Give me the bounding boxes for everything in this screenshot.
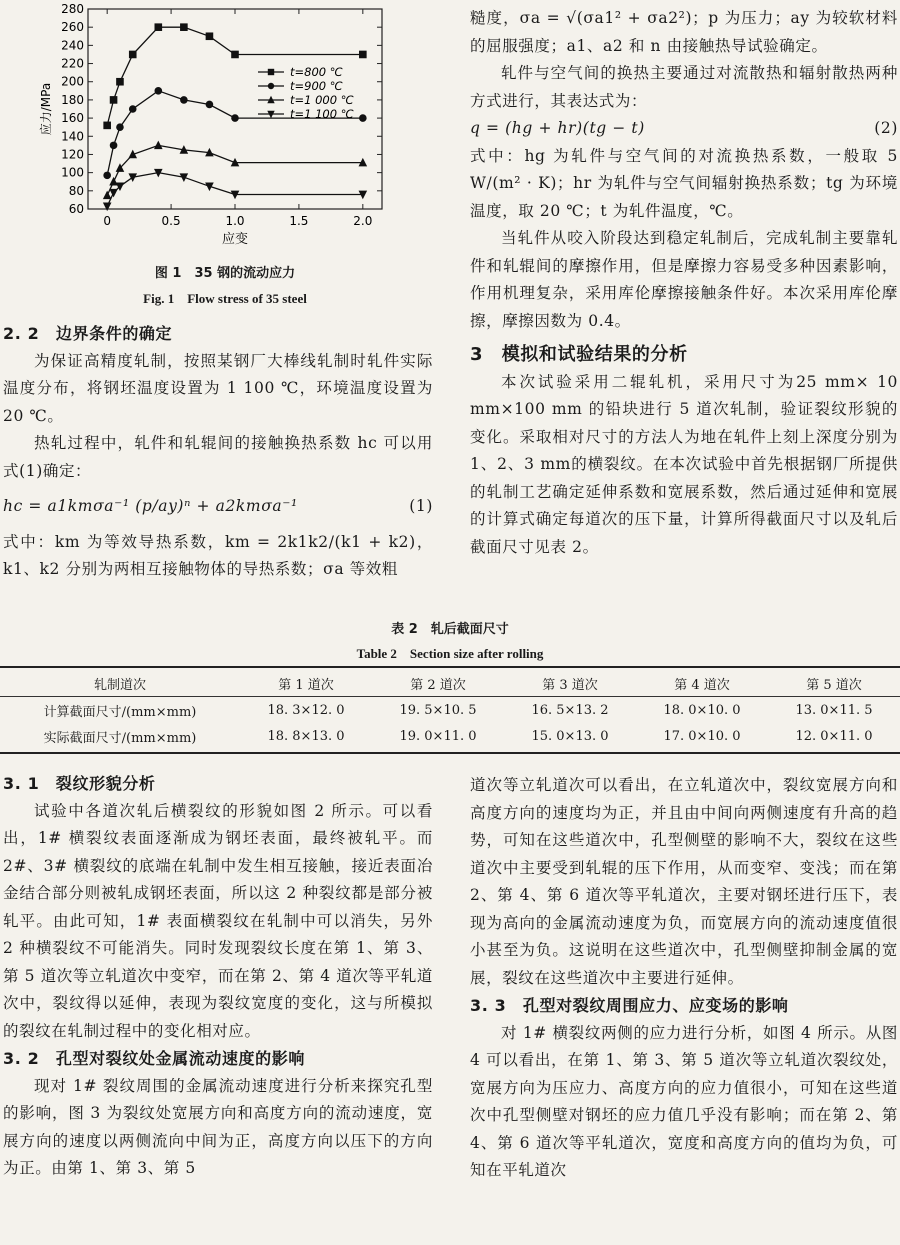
paragraph: 式中：km 为等效导热系数，km = 2k1k2/(k1 + k2)，k1、k2 分别为两相互接触物体的导热系数；σa 等效粗: [3, 532, 433, 578]
table-cell: 19. 0×11. 0: [399, 728, 477, 744]
paragraph: 本次试验采用二辊轧机，采用尺寸为25 mm× 10 mm×100 mm 的铅块进行 5 道次轧制，验证裂纹形貌的变化。采取相对尺寸的方法人为地在轧件上刻上深度分别为 1、2、3 mm的横裂纹。在本次试验中首先根据钢厂所提供的轧制工艺确定延伸系数和宽展系数，然后通过延伸和宽展的计算式确定每道次的压下量，计算所得截面尺寸以及轧后截面尺寸见表 2。: [470, 372, 898, 556]
table-row: [0, 723, 900, 749]
data-point: [180, 23, 188, 31]
legend-entry: t=1 000 ℃: [290, 93, 354, 107]
table-cell: 18. 0×10. 0: [663, 702, 741, 718]
x-tick-label: 0: [103, 214, 111, 228]
paragraph: 当轧件从咬入阶段达到稳定轧制后，完成轧制主要靠轧件和轧辊间的摩擦作用，但是摩擦力容易受多种因素影响，作用机理复杂，采用库伦摩擦接触条件好。本次采用库伦摩擦，摩擦因数为 0.4。: [470, 229, 898, 330]
y-tick-label: 260: [61, 20, 84, 35]
table-row: [0, 697, 900, 724]
data-point: [154, 141, 163, 150]
data-point: [231, 114, 239, 122]
table-cell: 实际截面尺寸/(mm×mm): [43, 730, 197, 746]
data-point: [268, 83, 274, 89]
data-point: [103, 191, 112, 200]
table-2-caption-en: Table 2 Section size after rolling: [356, 646, 544, 661]
table-cell: 15. 0×13. 0: [531, 728, 609, 744]
table-bottom-rule: [0, 752, 900, 754]
table-cell: 19. 5×10. 5: [399, 702, 477, 718]
data-point: [359, 51, 367, 59]
y-tick-label: 160: [61, 111, 84, 126]
table-cell: 计算截面尺寸/(mm×mm): [43, 704, 197, 720]
equation-1-body: hc = a1kmσa⁻¹ (p/ay)ⁿ + a2kmσa⁻¹: [3, 497, 298, 515]
y-axis-label: 应力/MPa: [39, 82, 53, 136]
x-tick-label: 0.5: [161, 214, 181, 228]
data-point: [129, 105, 137, 113]
figure-1-caption-cn: 图 1 35 钢的流动应力: [154, 266, 296, 281]
paragraph: 糙度，σa = √(σa1² + σa2²)；p 为压力；ay 为较软材料的屈服强度；a1、a2 和 n 由接触热导试验确定。: [470, 9, 898, 55]
x-tick-label: 2.0: [353, 214, 373, 228]
right-column-lower: [470, 772, 898, 1185]
x-tick-label: 1.0: [225, 214, 245, 228]
series-line: [107, 173, 363, 207]
table-cell: 18. 3×12. 0: [267, 702, 345, 718]
paragraph: 对 1# 横裂纹两侧的应力进行分析，如图 4 所示。从图 4 可以看出，在第 1、第 3、第 5 道次等立轧道次裂纹处，宽展方向为压应力、高度方向的应力值很小，可知在这些道次中孔型侧壁对钢坯的应力值几乎没有影响；而在第 2、第 4、第 6 道次等平轧道次，宽度和高度方向的值均为负，可知在平轧道次: [470, 1023, 898, 1179]
y-tick-label: 120: [61, 147, 84, 162]
table-cell: 12. 0×11. 0: [795, 728, 873, 744]
left-column-upper: [3, 320, 433, 584]
paragraph: 式中：hg 为轧件与空气间的对流换热系数，一般取 5 W/(m² · K)；hr 为轧件与空气间辐射换热系数；tg 为环境温度，取 20 ℃；t 为轧件温度，℃。: [470, 146, 898, 220]
y-tick-label: 200: [61, 74, 84, 89]
data-point: [231, 51, 239, 59]
data-point: [206, 101, 214, 109]
x-tick-label: 1.5: [289, 214, 309, 228]
figure-1-caption-en: Fig. 1 Flow stress of 35 steel: [143, 291, 307, 306]
equation-1-number: (1): [409, 497, 433, 515]
table-cell: 18. 8×13. 0: [267, 728, 345, 744]
data-point: [116, 123, 124, 131]
paragraph: 试验中各道次轧后横裂纹的形貌如图 2 所示。可以看出，1# 横裂纹表面逐渐成为钢坯表面，最终被轧平。而 2#、3# 横裂纹的底端在轧制中发生相互接触，接近表面冶金结合部分则被轧成钢坯表面，所以这 2 种裂纹都是部分被轧平。由此可知，1# 表面横裂纹在轧制中可以消失，另外 2 种横裂纹不可能消失。同时发现裂纹长度在第 1、第 3、第 5 道次等立轧道次中变窄，而在第 2、第 4 道次等平轧道次中，裂纹得以延伸，表现为裂纹宽度的变化，这与所模拟的裂纹在轧制过程中的变化相对应。: [3, 801, 433, 1040]
left-column-lower: [3, 770, 433, 1183]
paragraph: 轧件与空气间的换热主要通过对流散热和辐射散热两种方式进行，其表达式为：: [470, 64, 898, 110]
table-header-cell: 第 2 道次: [410, 677, 466, 693]
flow-stress-chart: [0, 0, 440, 255]
section-3-heading: 3 模拟和试验结果的分析: [470, 344, 688, 365]
section-size-table: [0, 670, 900, 749]
equation-2-number: (2): [874, 119, 898, 137]
table-header-row: [0, 670, 900, 697]
series-line: [107, 145, 363, 195]
y-tick-label: 240: [61, 38, 84, 53]
section-2-2-heading: 2. 2 边界条件的确定: [3, 324, 173, 343]
table-header-cell: 轧制道次: [93, 677, 146, 693]
data-point: [109, 189, 118, 198]
table-header-cell: 第 4 道次: [674, 677, 730, 693]
equation-2: [470, 115, 898, 143]
data-point: [129, 51, 137, 59]
legend-entry: t=900 ℃: [290, 79, 343, 93]
paragraph: 道次等立轧道次可以看出，在立轧道次中，裂纹宽展方向和高度方向的速度均为正，并且由中间向两侧速度有升高的趋势，可知在这些道次中，孔型侧壁的影响不大，裂纹在这些道次中主要受到轧辊的压下作用，从而变窄、变浅；而在第 2、第 4、第 6 道次等平轧道次，主要对钢坯进行压下，表现为高向的金属流动速度为负，而宽展方向的流动速度值很小甚至为负。这说明在这些道次中，孔型侧壁抑制金属的宽展，裂纹在这些道次中主要进行延伸。: [470, 776, 898, 987]
legend-entry: t=800 ℃: [290, 65, 343, 79]
table-cell: 17. 0×10. 0: [663, 728, 741, 744]
y-tick-label: 180: [61, 92, 84, 107]
table-2-caption-cn: 表 2 轧后截面尺寸: [391, 622, 509, 637]
section-3-3-heading: 3. 3 孔型对裂纹周围应力、应变场的影响: [470, 996, 789, 1015]
y-tick-label: 80: [68, 183, 84, 198]
table-header-cell: 第 3 道次: [542, 677, 598, 693]
data-point: [359, 114, 367, 122]
table-cell: 13. 0×11. 5: [795, 702, 873, 718]
y-tick-label: 280: [61, 2, 84, 16]
y-tick-label: 100: [61, 165, 84, 180]
data-point: [110, 142, 118, 150]
x-axis-label: 应变: [221, 232, 249, 247]
paragraph: 现对 1# 裂纹周围的金属流动速度进行分析来探究孔型的影响，图 3 为裂纹处宽展方向和高度方向的流动速度，宽展方向的速度以两侧流向中间为正，高度方向以压下的方向为正。由第 1、第 3、第 5: [3, 1076, 433, 1177]
equation-2-body: q = (hg + hr)(tg − t): [470, 119, 645, 137]
right-column-upper: [470, 5, 898, 561]
y-tick-label: 140: [61, 129, 84, 144]
data-point: [155, 87, 163, 95]
section-3-2-heading: 3. 2 孔型对裂纹处金属流动速度的影响: [3, 1049, 305, 1068]
paragraph: 热轧过程中，轧件和轧辊间的接触换热系数 hc 可以用式(1)确定：: [3, 434, 433, 480]
data-point: [103, 172, 111, 180]
table-cell: 16. 5×13. 2: [531, 702, 609, 718]
y-tick-label: 60: [68, 202, 84, 216]
table-top-rule: [0, 666, 900, 668]
data-point: [103, 122, 111, 130]
data-point: [206, 32, 214, 40]
data-point: [128, 173, 137, 182]
y-tick-label: 220: [61, 56, 84, 71]
legend-entry: t=1 100 ℃: [290, 107, 354, 121]
data-point: [110, 96, 118, 104]
paragraph: 为保证高精度轧制，按照某钢厂大棒线轧制时轧件实际温度分布，将钢坯温度设置为 1 100 ℃，环境温度设置为 20 ℃。: [3, 351, 433, 425]
data-point: [180, 96, 188, 104]
equation-1: [3, 493, 433, 521]
table-header-cell: 第 5 道次: [806, 677, 862, 693]
data-point: [103, 202, 112, 211]
data-point: [155, 23, 163, 31]
data-point: [268, 69, 274, 75]
section-3-1-heading: 3. 1 裂纹形貌分析: [3, 774, 156, 793]
data-point: [116, 78, 124, 86]
table-header-cell: 第 1 道次: [278, 677, 334, 693]
